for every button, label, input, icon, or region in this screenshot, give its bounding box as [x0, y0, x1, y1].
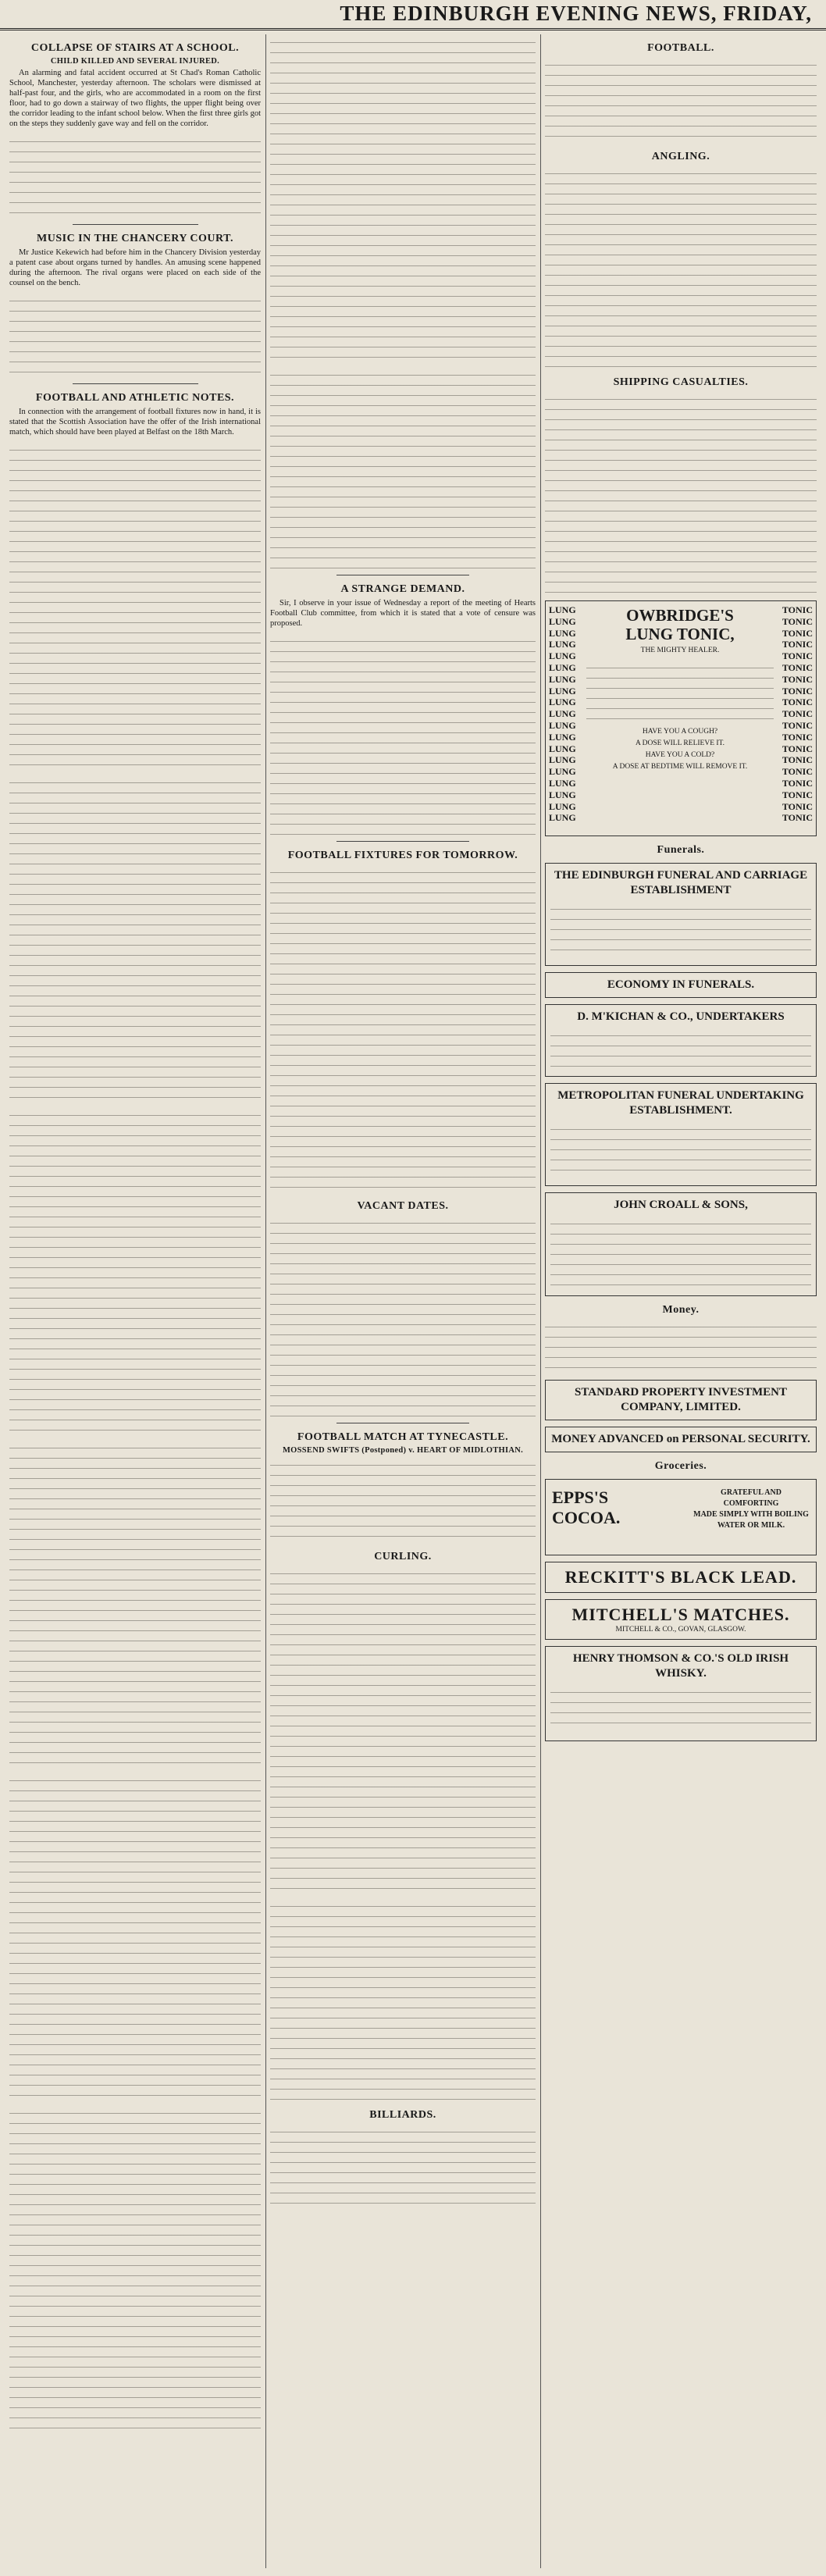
headline-strange-demand: A STRANGE DEMAND.: [340, 583, 465, 595]
tonic-word: TONIC: [781, 708, 813, 720]
tonic-word: TONIC: [781, 731, 813, 743]
tonic-word: TONIC: [781, 766, 813, 778]
tonic-word: TONIC: [781, 685, 813, 697]
headline-money: Money.: [662, 1304, 700, 1316]
whisky-advert: [545, 1646, 817, 1741]
headline-funerals: Funerals.: [657, 844, 705, 856]
tonic-word: TONIC: [781, 697, 813, 708]
headline-vacant-dates: VACANT DATES.: [357, 1200, 449, 1212]
column-1: [9, 34, 261, 2568]
article-text-block: [9, 1440, 261, 1768]
headline-music: MUSIC IN THE CHANCERY COURT.: [37, 233, 233, 244]
lung-word: LUNG: [549, 661, 576, 673]
article-text-block: [270, 1457, 536, 1543]
tonic-word: TONIC: [781, 604, 813, 615]
subhead-collapse: CHILD KILLED AND SEVERAL INJURED.: [50, 57, 220, 66]
ad-title: MITCHELL'S MATCHES.: [571, 1605, 790, 1624]
ad-text-block: [586, 660, 774, 722]
article-music: Mr Justice Kekewich had before him in the Chancery Division yesterday a patent case about organs turned by handles. An amusing scene happened during the afternoon. The rival organs were placed on each side of the counsel on the bench.: [9, 248, 261, 287]
tonic-word: TONIC: [781, 789, 813, 800]
ad-title: THE EDINBURGH FUNERAL AND CARRIAGE ESTABLISHMENT: [554, 869, 808, 896]
article-text-block: [545, 391, 817, 594]
lung-word: LUNG: [549, 627, 576, 639]
headline-angling: ANGLING.: [651, 151, 710, 162]
subhead-tynecastle: MOSSEND SWIFTS (Postponed) v. HEART OF MIDLOTHIAN.: [282, 1446, 524, 1455]
column-rule: [540, 34, 541, 2568]
epps-cocoa-advert: [545, 1479, 817, 1555]
masthead: [0, 0, 826, 30]
ad-title: JOHN CROALL & SONS,: [614, 1199, 748, 1211]
vacant-dates-list: [270, 1215, 536, 1418]
ad-line: MITCHELL & CO., GOVAN, GLASGOW.: [615, 1626, 746, 1634]
ad-line: A DOSE AT BEDTIME WILL REMOVE IT.: [612, 763, 748, 771]
article-text-block: [270, 1898, 536, 2101]
ad-text-block: [550, 1216, 811, 1286]
article-strange-demand: Sir, I observe in your issue of Wednesday a report of the meeting of Hearts Football Club committee, from which it is stated that a vote of censure was proposed.: [270, 599, 536, 628]
article-text-block: [9, 134, 261, 219]
ad-title: STANDARD PROPERTY INVESTMENT COMPANY, LIMITED.: [575, 1386, 787, 1413]
standard-advert: [545, 1380, 817, 1420]
lung-word: LUNG: [549, 615, 576, 627]
tonic-word: TONIC: [781, 615, 813, 627]
croall-advert: [545, 1192, 817, 1296]
column-rule: [265, 34, 266, 2568]
article-text-block: [270, 1566, 536, 1894]
column-3: [545, 34, 817, 2568]
lung-word: LUNG: [549, 789, 576, 800]
headline-shipping: SHIPPING CASUALTIES.: [613, 376, 749, 388]
tonic-word: TONIC: [781, 661, 813, 673]
tonic-word: TONIC: [781, 650, 813, 662]
tonic-side-column: [778, 604, 813, 824]
ad-line: HAVE YOU A COLD?: [645, 751, 715, 759]
article-text-block: [9, 442, 261, 770]
article-collapse: An alarming and fatal accident occurred at St Chad's Roman Catholic School, Manchester, yesterday afternoon. The scholars were dismissed at half-past four, and the girls, who are accommodated in a room on the first floor, had to go down a stairway of two flights, the upper flight being over the corridor leading to the infant school below. When the first three girls got on the steps they suddenly gave way and fell on the corridor.: [9, 69, 261, 128]
headline-tynecastle: FOOTBALL MATCH AT TYNECASTLE.: [297, 1431, 509, 1443]
lung-word: LUNG: [549, 639, 576, 650]
divider: [336, 841, 469, 842]
lung-word: LUNG: [549, 650, 576, 662]
mkichan-advert: [545, 1004, 817, 1077]
tonic-word: TONIC: [781, 754, 813, 766]
article-text-block: [9, 1107, 261, 1435]
ad-text-block: [550, 1121, 811, 1176]
ad-headline: OWBRIDGE'S: [626, 606, 734, 625]
fixtures-list: [270, 864, 536, 1192]
article-text-block: [270, 34, 536, 362]
article-text-block: [9, 293, 261, 379]
headline-fixtures: FOOTBALL FIXTURES FOR TOMORROW.: [287, 850, 518, 861]
article-text-block: [545, 57, 817, 143]
headline-football-notes: FOOTBALL AND ATHLETIC NOTES.: [35, 392, 235, 404]
divider: [73, 224, 198, 225]
ad-line: MADE SIMPLY WITH BOILING WATER OR MILK.: [693, 1510, 809, 1530]
headline-football: FOOTBALL.: [647, 42, 714, 54]
ad-title: METROPOLITAN FUNERAL UNDERTAKING ESTABLISHMENT.: [557, 1089, 804, 1117]
tonic-word: TONIC: [781, 777, 813, 789]
article-text-block: [9, 2105, 261, 2433]
article-text-block: [545, 1319, 817, 1374]
tonic-word: TONIC: [781, 673, 813, 685]
lung-side-column: [549, 604, 583, 824]
ad-title: MONEY ADVANCED on PERSONAL SECURITY.: [551, 1433, 810, 1445]
reckitt-advert: [545, 1562, 817, 1593]
tonic-word: TONIC: [781, 800, 813, 812]
headline-collapse: COLLAPSE OF STAIRS AT A SCHOOL.: [30, 42, 240, 54]
lung-word: LUNG: [549, 743, 576, 754]
ad-line: GRATEFUL AND COMFORTING: [721, 1488, 781, 1508]
money-advert: [545, 1427, 817, 1452]
lung-word: LUNG: [549, 800, 576, 812]
lung-word: LUNG: [549, 812, 576, 824]
tonic-word: TONIC: [781, 627, 813, 639]
newspaper-title: THE EDINBURGH EVENING NEWS, FRIDAY,: [340, 2, 812, 25]
lung-word: LUNG: [549, 685, 576, 697]
lung-tonic-advert: [545, 600, 817, 836]
lung-word: LUNG: [549, 777, 576, 789]
economy-advert: [545, 972, 817, 998]
lung-word: LUNG: [549, 719, 576, 731]
article-text-block: [270, 633, 536, 836]
tonic-word: TONIC: [781, 812, 813, 824]
ad-title: COCOA.: [552, 1508, 621, 1527]
lung-word: LUNG: [549, 673, 576, 685]
ad-title: RECKITT'S BLACK LEAD.: [564, 1567, 797, 1587]
ad-line: A DOSE WILL RELIEVE IT.: [635, 739, 725, 747]
mitchell-advert: [545, 1599, 817, 1640]
ad-title: HENRY THOMSON & CO.'S OLD IRISH WHISKY.: [572, 1652, 789, 1680]
article-text-block: [545, 166, 817, 369]
article-text-block: [9, 775, 261, 1103]
ad-title: ECONOMY IN FUNERALS.: [607, 978, 755, 991]
column-2: [270, 34, 536, 2568]
lung-word: LUNG: [549, 731, 576, 743]
lung-word: LUNG: [549, 754, 576, 766]
tonic-word: TONIC: [781, 719, 813, 731]
article-text-block: [270, 367, 536, 570]
ad-subline: THE MIGHTY HEALER.: [640, 647, 720, 654]
headline-curling: CURLING.: [374, 1551, 432, 1562]
article-text-block: [270, 2124, 536, 2210]
article-football-notes: In connection with the arrangement of football fixtures now in hand, it is stated that the Scottish Association have the offer of the Irish international match, which should have been played at Belfast on the 18th March.: [9, 408, 261, 436]
ad-text-block: [550, 901, 811, 956]
ad-title: EPPS'S: [552, 1488, 609, 1507]
headline-groceries: Groceries.: [654, 1460, 707, 1472]
ad-text-block: [550, 1028, 811, 1067]
article-text-block: [9, 1773, 261, 2100]
ad-text-block: [550, 1684, 811, 1731]
tonic-word: TONIC: [781, 639, 813, 650]
lung-word: LUNG: [549, 697, 576, 708]
ad-title: D. M'KICHAN & CO., UNDERTAKERS: [577, 1010, 785, 1023]
divider: [73, 383, 198, 384]
headline-billiards: BILLIARDS.: [369, 2109, 436, 2121]
tonic-word: TONIC: [781, 743, 813, 754]
ad-headline: LUNG TONIC,: [625, 625, 735, 643]
lung-word: LUNG: [549, 604, 576, 615]
lung-word: LUNG: [549, 708, 576, 720]
metropolitan-advert: [545, 1083, 817, 1186]
lung-word: LUNG: [549, 766, 576, 778]
funeral-advert: [545, 863, 817, 966]
ad-line: HAVE YOU A COUGH?: [642, 728, 718, 736]
